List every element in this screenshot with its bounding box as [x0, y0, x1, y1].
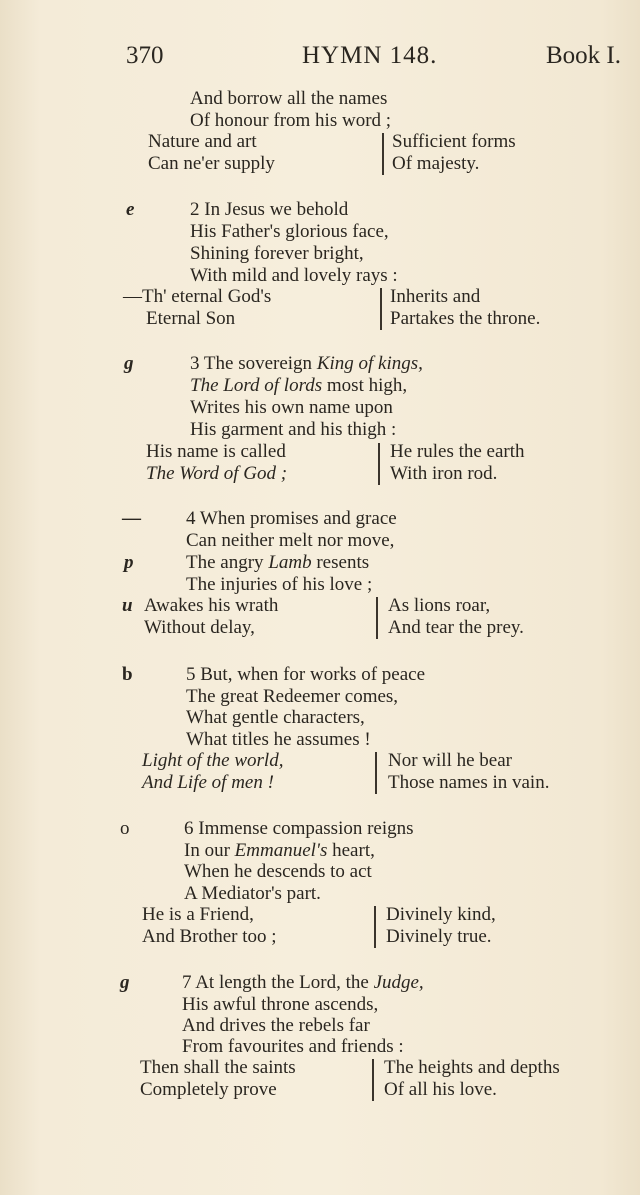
verse-line: The angry Lamb resents: [186, 552, 370, 573]
chorus-left-line: The Word of God ;: [146, 463, 288, 484]
chorus-left-line: Then shall the saints: [140, 1057, 296, 1078]
dynamic-mark: g: [124, 353, 134, 374]
verse-line: His awful throne ascends,: [182, 994, 379, 1015]
chorus-right-line: And tear the prey.: [388, 617, 524, 638]
chorus-right-line: Inherits and: [390, 286, 481, 307]
verse-line: Writes his own name upon: [190, 397, 393, 418]
chorus-left-line: Awakes his wrath: [144, 595, 279, 616]
chorus-left-line: Without delay,: [144, 617, 255, 638]
page-header: [0, 42, 640, 76]
book-label: Book I.: [546, 42, 621, 69]
verse-line: A Mediator's part.: [184, 883, 321, 904]
column-divider: [382, 133, 384, 175]
dynamic-mark: p: [124, 552, 134, 573]
verse-line: When he descends to act: [184, 861, 372, 882]
verse-line: 6 Immense compassion reigns: [184, 818, 414, 839]
verse-line: With mild and lovely rays :: [190, 265, 398, 286]
chorus-left-line: And Brother too ;: [142, 926, 277, 947]
chorus-left-line: Can ne'er supply: [148, 153, 275, 174]
chorus-right-line: Sufficient forms: [392, 131, 516, 152]
column-divider: [372, 1059, 374, 1101]
verse-line: 3 The sovereign King of kings,: [190, 353, 423, 374]
dynamic-mark: b: [122, 664, 133, 685]
verse-line: And borrow all the names: [190, 88, 388, 109]
column-divider: [376, 597, 378, 639]
verse-line: Can neither melt nor move,: [186, 530, 395, 551]
chorus-left-line: Nature and art: [148, 131, 257, 152]
verse-line: The injuries of his love ;: [186, 574, 373, 595]
column-divider: [374, 906, 376, 948]
chorus-right-line: Of all his love.: [384, 1079, 497, 1100]
verse-line: What gentle characters,: [186, 707, 365, 728]
hymn-title: HYMN 148.: [302, 42, 438, 69]
chorus-left-line: He is a Friend,: [142, 904, 254, 925]
verse-line: And drives the rebels far: [182, 1015, 370, 1036]
chorus-right-line: Partakes the throne.: [390, 308, 541, 329]
chorus-left-line: Eternal Son: [146, 308, 236, 329]
chorus-right-line: The heights and depths: [384, 1057, 560, 1078]
chorus-right-line: Divinely kind,: [386, 904, 496, 925]
chorus-left-line: His name is called: [146, 441, 286, 462]
verse-line: Of honour from his word ;: [190, 110, 392, 131]
chorus-right-line: Divinely true.: [386, 926, 492, 947]
chorus-right-line: Nor will he bear: [388, 750, 512, 771]
dynamic-mark: u: [122, 595, 133, 616]
chorus-left-line: —Th' eternal God's: [123, 286, 272, 307]
verse-line: What titles he assumes !: [186, 729, 371, 750]
verse-line: 7 At length the Lord, the Judge,: [182, 972, 424, 993]
chorus-right-line: He rules the earth: [390, 441, 525, 462]
chorus-right-line: With iron rod.: [390, 463, 498, 484]
chorus-right-line: As lions roar,: [388, 595, 491, 616]
dynamic-mark: —: [122, 508, 141, 529]
verse-line: The Lord of lords most high,: [190, 375, 408, 396]
dynamic-mark: e: [126, 199, 135, 220]
verse-line: The great Redeemer comes,: [186, 686, 399, 707]
column-divider: [380, 288, 382, 330]
verse-line: 5 But, when for works of peace: [186, 664, 426, 685]
chorus-left-line: Completely prove: [140, 1079, 277, 1100]
dynamic-mark: o: [120, 818, 130, 839]
chorus-left-line: And Life of men !: [142, 772, 274, 793]
column-divider: [378, 443, 380, 485]
dynamic-mark: g: [120, 972, 130, 993]
verse-line: His garment and his thigh :: [190, 419, 397, 440]
verse-line: 2 In Jesus we behold: [190, 199, 349, 220]
chorus-right-line: Of majesty.: [392, 153, 480, 174]
verse-line: Shining forever bright,: [190, 243, 364, 264]
chorus-right-line: Those names in vain.: [388, 772, 550, 793]
verse-line: His Father's glorious face,: [190, 221, 389, 242]
verse-line: In our Emmanuel's heart,: [184, 840, 375, 861]
verse-line: 4 When promises and grace: [186, 508, 397, 529]
column-divider: [375, 752, 377, 794]
chorus-left-line: Light of the world,: [142, 750, 284, 771]
verse-line: From favourites and friends :: [182, 1036, 404, 1057]
page-number: 370: [126, 42, 164, 69]
